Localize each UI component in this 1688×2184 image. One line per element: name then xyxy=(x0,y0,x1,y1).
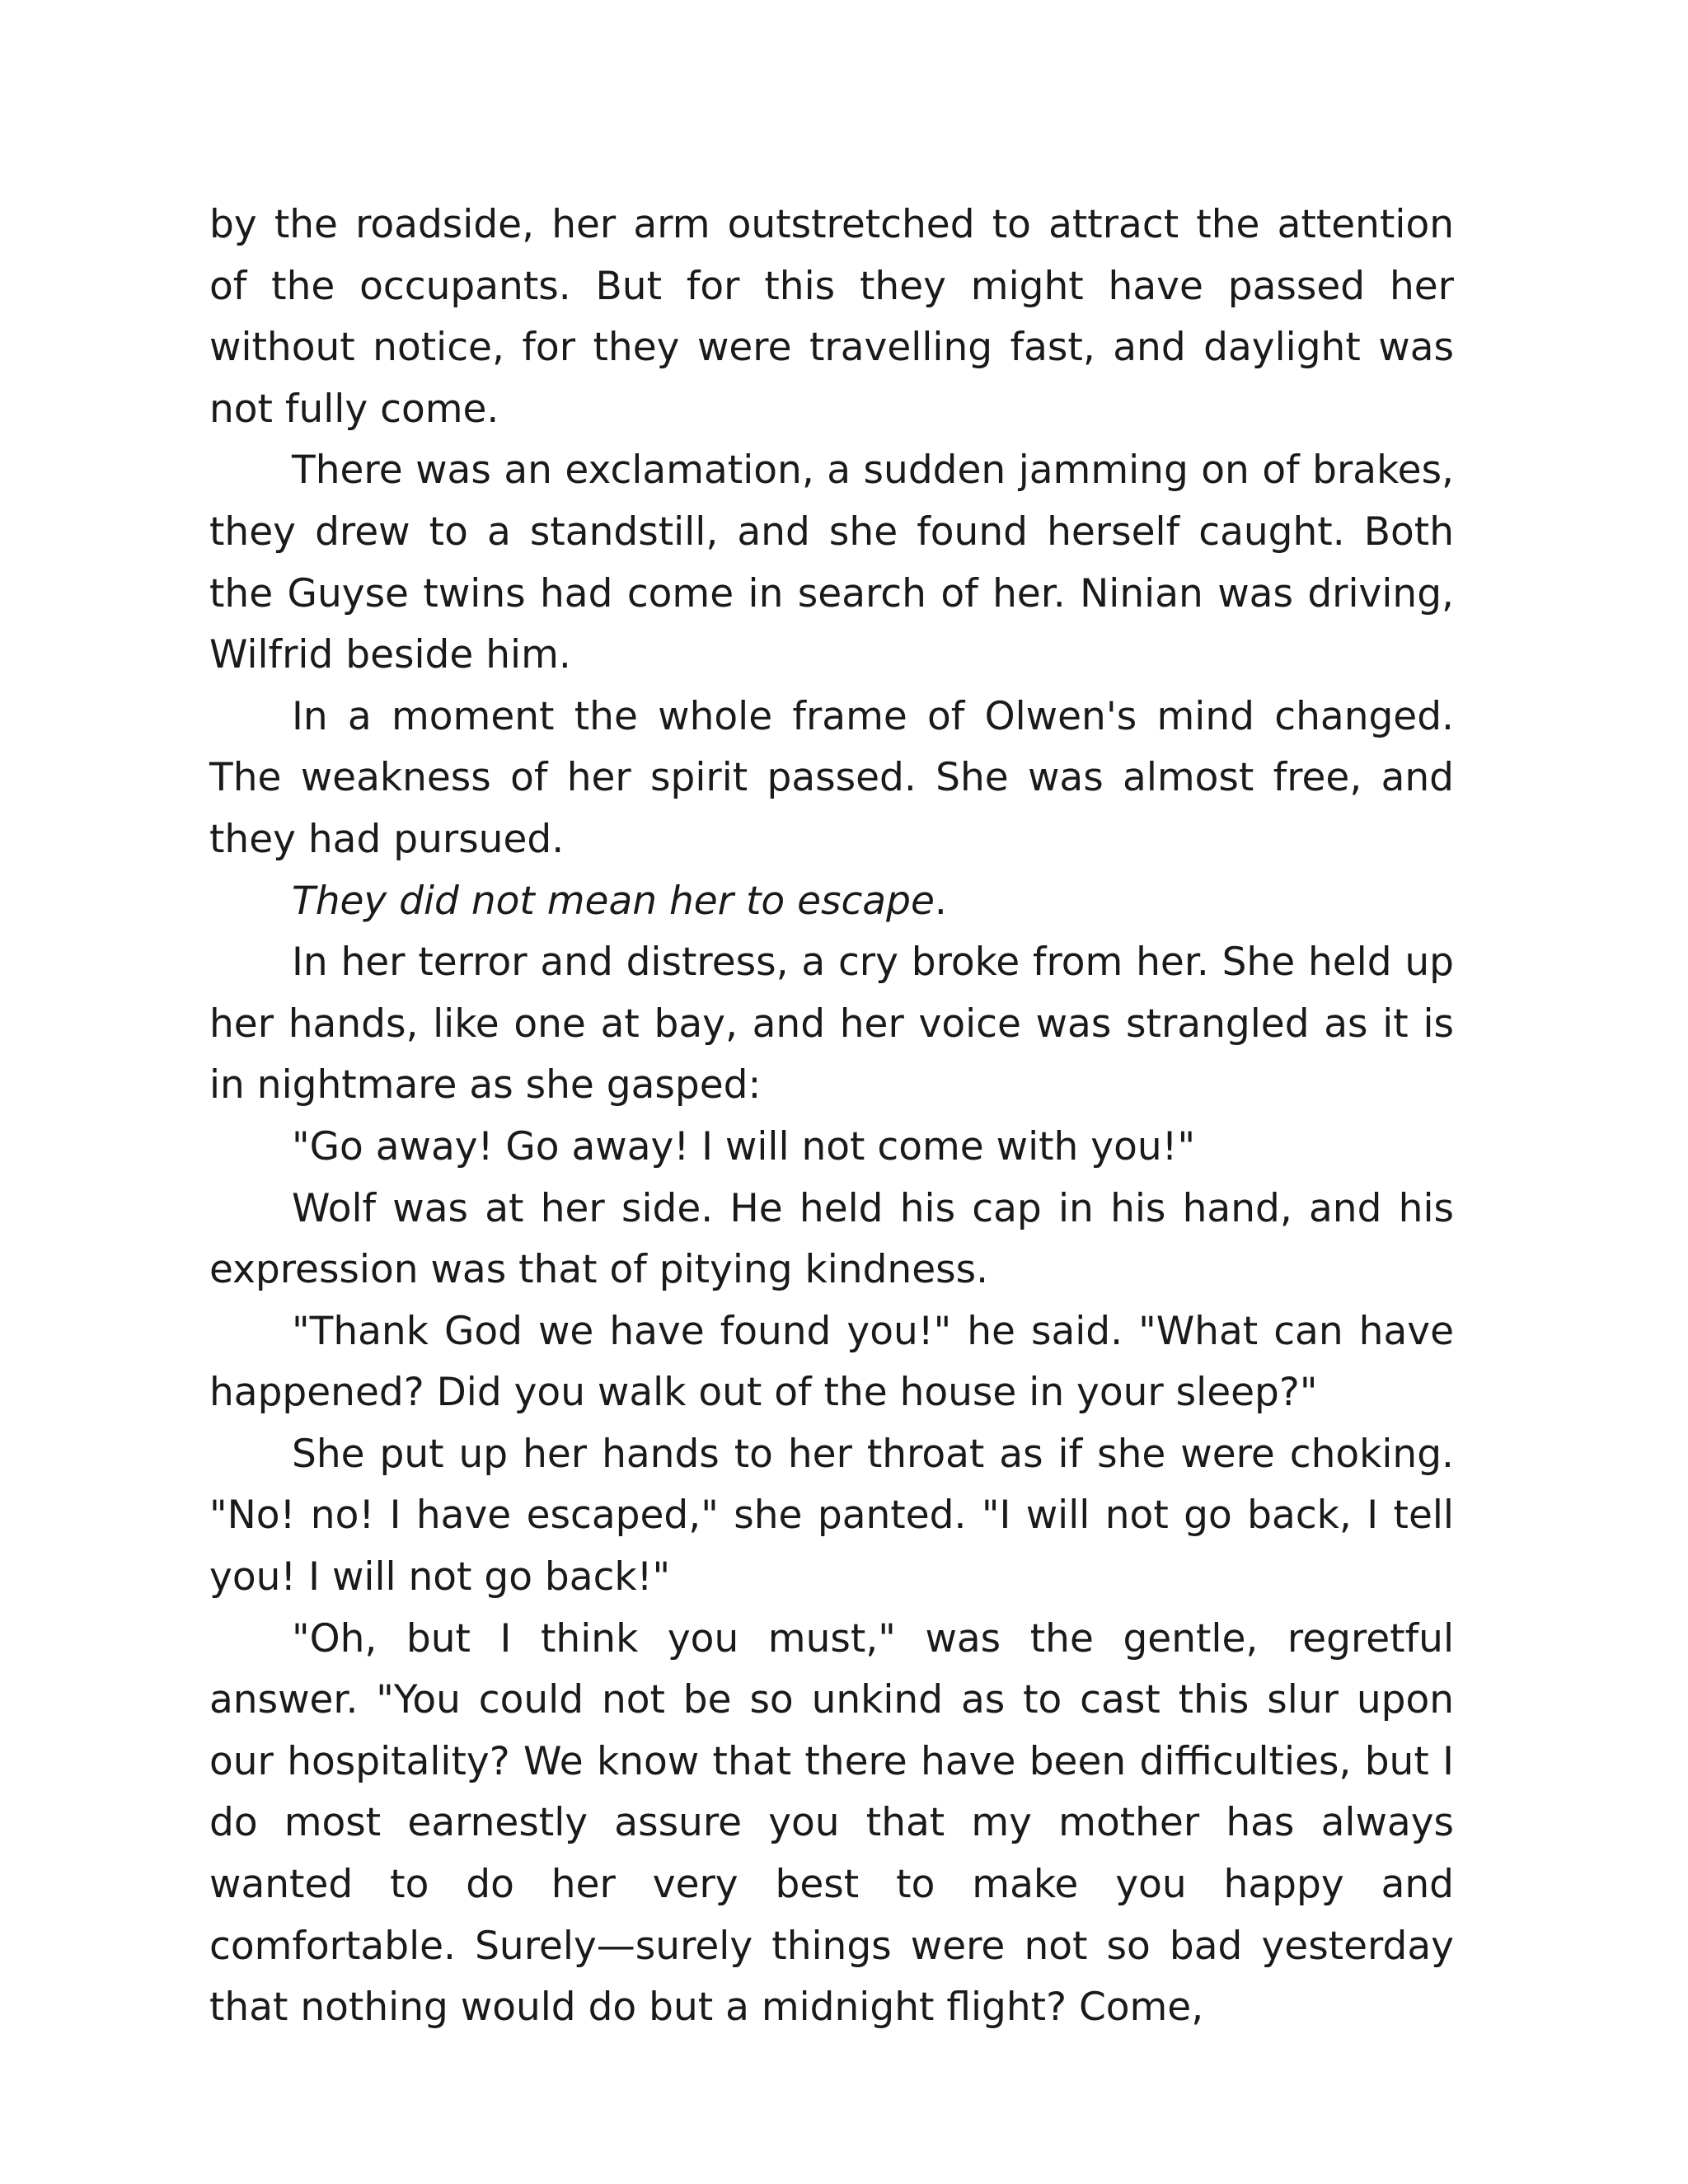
paragraph: "Oh, but I think you must," was the gentle, regretful answer. "You could not be so unkind as to cast this slur upon our hospitality? We know that there have been difficulties, but I do most earnestly assure you that my mother has always wanted to do her very best to make you happy and comfortable. Surely—surely things were not so bad yesterday that nothing would do but a midnight flight? Come, xyxy=(209,1615,1454,2031)
paragraph xyxy=(209,871,1454,933)
paragraph: In her terror and distress, a cry broke from her. She held up her hands, like one at bay, and her voice was strangled as it is in nightmare as she gasped: xyxy=(209,940,1454,1108)
paragraph: Wolf was at her side. He held his cap in his hand, and his expression was that of pitying kindness. xyxy=(209,1185,1454,1293)
paragraph: "Thank God we have found you!" he said. "What can have happened? Did you walk out of the house in your sleep?" xyxy=(209,1308,1454,1416)
paragraph: She put up her hands to her throat as if she were choking. "No! no! I have escaped," she panted. "I will not go back, I tell you! I will not go back!" xyxy=(209,1431,1454,1601)
paragraph-tail: . xyxy=(934,878,947,924)
paragraph: by the roadside, her arm outstretched to attract the attention of the occupants. But for this they might have passed her without notice, for they were travelling fast, and daylight was not fully come. xyxy=(209,202,1454,432)
paragraph: There was an exclamation, a sudden jamming on of brakes, they drew to a standstill, and she found herself caught. Both the Guyse twins had come in search of her. Ninian was driving, Wilfrid beside him. xyxy=(209,448,1454,678)
paragraph: "Go away! Go away! I will not come with you!" xyxy=(292,1123,1196,1169)
page-body xyxy=(209,194,1454,2039)
paragraph: In a moment the whole frame of Olwen's mind changed. The weakness of her spirit passed. She was almost free, and they had pursued. xyxy=(209,693,1454,862)
italic-text: They did not mean her to escape xyxy=(292,878,935,924)
